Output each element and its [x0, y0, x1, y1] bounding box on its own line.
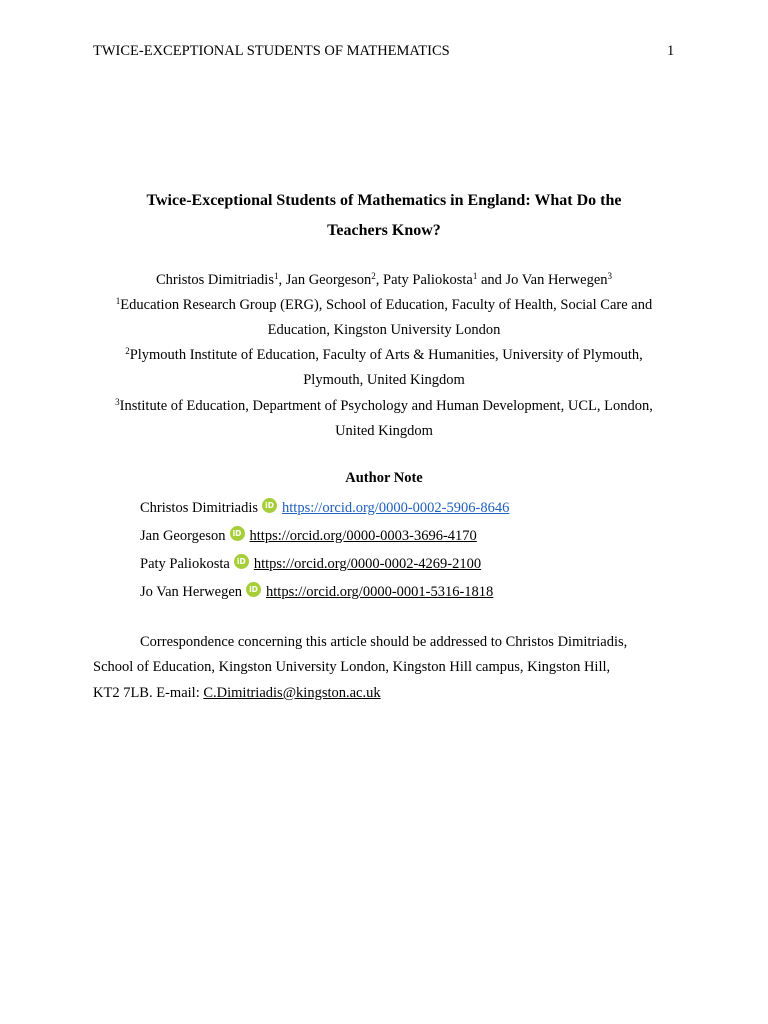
affiliation-1	[93, 293, 675, 344]
affiliation-line: Institute of Education, Department of Psychology and Human Development, UCL, London,	[119, 398, 653, 414]
orcid-row	[140, 500, 509, 517]
correspondence-line: Correspondence concerning this article should be addressed to Christos Dimitriadis,	[140, 634, 628, 650]
email-link[interactable]: C.Dimitriadis@kingston.ac.uk	[203, 684, 381, 701]
running-head: TWICE-EXCEPTIONAL STUDENTS OF MATHEMATICS	[93, 43, 450, 59]
affiliation-3	[93, 394, 675, 445]
title-line-1: Twice-Exceptional Students of Mathematics in England: What Do the	[146, 192, 622, 209]
author-separator: ,	[375, 272, 383, 288]
affiliation-mark: 1	[115, 296, 121, 306]
orcid-author-name: Jo Van Herwegen	[140, 584, 243, 600]
orcid-author-name: Jan Georgeson	[140, 528, 226, 544]
orcid-link[interactable]: https://orcid.org/0000-0003-3696-4170	[249, 528, 477, 544]
affiliation-mark: 3	[115, 397, 120, 407]
author-name: Jan Georgeson	[285, 272, 372, 288]
correspondence-paragraph	[93, 630, 668, 706]
author-name: Christos Dimitriadis	[155, 272, 274, 288]
author-name: Jo Van Herwegen	[505, 272, 608, 288]
orcid-author-name: Paty Paliokosta	[140, 556, 230, 572]
affiliation-line: Plymouth, United Kingdom	[303, 372, 465, 389]
author-affiliation-mark: 3	[607, 271, 613, 281]
author-list	[93, 268, 675, 293]
affiliation-line: Plymouth Institute of Education, Faculty of Arts & Humanities, University of Plymouth,	[129, 347, 643, 363]
affiliation-2	[93, 343, 675, 394]
author-affiliation-mark: 2	[371, 271, 376, 281]
orcid-icon: iD	[246, 582, 261, 597]
orcid-row	[140, 528, 477, 545]
title-line-2: Teachers Know?	[327, 221, 441, 239]
orcid-icon: iD	[262, 498, 277, 513]
paper-title	[93, 186, 675, 245]
author-separator: ,	[278, 272, 286, 288]
correspondence-line: KT2 7LB. E-mail:	[93, 684, 204, 701]
affiliation-line: Education Research Group (ERG), School of Education, Faculty of Health, Social Care and	[120, 297, 653, 313]
affiliation-line: United Kingdom	[335, 423, 433, 440]
affiliation-mark: 2	[125, 346, 130, 356]
orcid-row	[140, 584, 493, 601]
affiliation-line: Education, Kingston University London	[267, 322, 501, 339]
orcid-author-name: Christos Dimitriadis	[140, 500, 259, 516]
author-name: Paty Paliokosta	[383, 272, 473, 288]
orcid-link[interactable]: https://orcid.org/0000-0002-4269-2100	[253, 556, 482, 572]
correspondence-line: School of Education, Kingston University London, Kingston Hill campus, Kingston Hill,	[93, 659, 611, 676]
orcid-row	[140, 556, 481, 573]
author-affiliation-mark: 1	[472, 271, 478, 281]
orcid-icon: iD	[230, 526, 245, 541]
author-note-heading: Author Note	[345, 470, 423, 486]
orcid-icon: iD	[234, 554, 249, 569]
orcid-link[interactable]: https://orcid.org/0000-0001-5316-1818	[266, 584, 494, 600]
author-affiliation-mark: 1	[273, 271, 279, 281]
page-number: 1	[667, 43, 675, 59]
orcid-link[interactable]: https://orcid.org/0000-0002-5906-8646	[282, 500, 510, 516]
author-separator: and	[477, 272, 506, 288]
